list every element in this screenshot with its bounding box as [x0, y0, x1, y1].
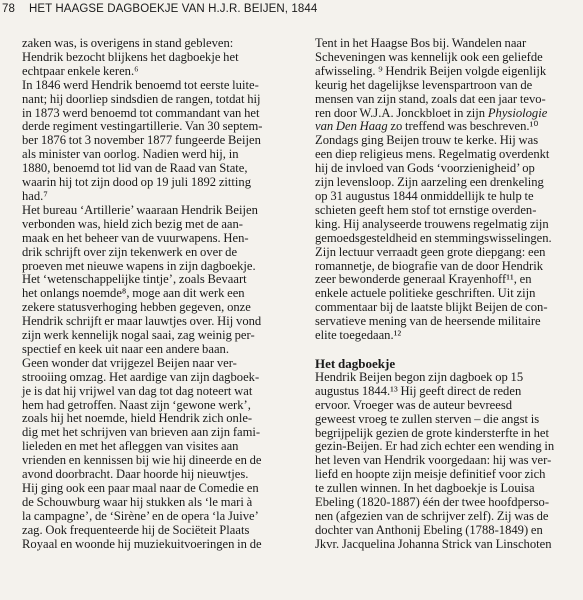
page-number: 78: [2, 3, 15, 15]
text-line: Het ‘wetenschappelijke tintje’, zoals Bevaart: [22, 272, 247, 287]
text-line: mensen van zijn stand, zoals dat een jaar tevo-: [315, 91, 546, 106]
text-line: Geen wonder dat vrijgezel Beijen naar ver-: [22, 355, 237, 370]
text-line: waarin hij tot zijn dood op 19 juli 1892 zitting: [22, 175, 252, 190]
text-line: ervoor. Vroeger was de auteur bevreesd: [315, 397, 513, 412]
left-column: [22, 37, 297, 552]
text-line: keurig het dagelijkse levenspartroon van de: [315, 77, 533, 92]
text-line: derde regiment vestingartillerie. Van 30 septem-: [22, 119, 263, 134]
text-line: [315, 107, 581, 121]
text-line: op 31 augustus 1844 onmiddellijk te hulp te: [315, 188, 534, 203]
text-segment: ren door W.J.A. Jonckbloet in zijn: [315, 105, 488, 120]
text-line: vrienden en kennissen bij wie hij dineerde en de: [22, 453, 262, 468]
text-line: hem had getroffen. Naast zijn ‘gewone werk’,: [22, 397, 251, 412]
text-line: als minister van oorlog. Nadien werd hij, in: [22, 147, 239, 162]
text-line: romannetje, de biografie van de door Hendrik: [315, 258, 544, 273]
text-line: In 1846 werd Hendrik benoemd tot eerste luite-: [22, 77, 259, 92]
text-line: ber 1876 tot 3 november 1877 fungeerde Beijen: [22, 133, 261, 148]
running-header: [2, 3, 577, 21]
text-line: zoals hij het noemde, hield Hendrik zich onle-: [22, 411, 253, 426]
text-line: augustus 1844.¹³ Hij geeft direct de reden: [315, 383, 522, 398]
text-line: [315, 120, 581, 134]
text-line: te zullen winnen. In het dagboekje is Louisa: [315, 481, 535, 496]
text-line: la campagne’, de ‘Sirène’ en de opera ‘la Juive’: [22, 508, 259, 523]
text-line: Zondags ging Beijen trouw te kerke. Hij was: [315, 133, 539, 148]
text-line: had.⁷: [22, 188, 48, 203]
text-line: in 1873 werd benoemd tot commandant van het: [22, 105, 260, 120]
text-line: gezin-Beijen. Er had zich echter een wending in: [315, 439, 555, 454]
text-line: een diep religieus mens. Regelmatig overdenkt: [315, 147, 550, 162]
text-line: dig met het schrijven van brieven aan zijn fami-: [22, 425, 261, 440]
text-line: nant; hij doorliep sindsdien de rangen, totdat hij: [22, 91, 261, 106]
text-line: Royaal en woonde hij muziekuitvoeringen in de: [22, 536, 262, 551]
text-line: geweest vroeg te zullen sterven – die angst is: [315, 411, 540, 426]
text-line: echtpaar enkele keren.⁶: [22, 63, 139, 78]
text-line: zeer bewonderde generaal Krayenhoff¹¹, en: [315, 272, 532, 287]
text-segment: zo treffend was beschreven.¹⁰: [387, 119, 539, 134]
text-line: avond doorbracht. Daar hoorde hij nieuwtjes.: [22, 467, 249, 482]
section-heading: Het dagboekje: [315, 355, 396, 371]
text-line: schieten geeft hem stof tot ernstige overden-: [315, 202, 537, 217]
text-line: Scheveningen was kennelijk ook een geliefde: [315, 49, 543, 64]
text-line: Tent in het Haagse Bos bij. Wandelen naar: [315, 36, 527, 50]
text-line: hij de invloed van Gods ‘voorzienigheid’ op: [315, 161, 535, 176]
running-title: HET HAAGSE DAGBOEKJE VAN H.J.R. BEIJEN, 1844: [29, 3, 318, 15]
text-line: zijn levensloop. Zijn aarzeling een drenkeling: [315, 175, 544, 190]
text-line: liefd en hoopte zijn meisje definitief voor zich: [315, 467, 546, 482]
text-line: begrijpelijk gezien de grote kindersterfte in het: [315, 425, 549, 440]
text-line: spectief en keek uit naar een andere baan.: [22, 341, 229, 356]
text-line: gemoedsgesteldheid en stemmingswisselingen.: [315, 230, 552, 245]
text-line: zijn werk kennelijk nogal saai, zag weinig per-: [22, 328, 255, 343]
text-line: zekere statusverhoging hebben gegeven, onze: [22, 300, 251, 315]
book-title-italic: van Den Haag: [315, 119, 388, 134]
text-line: maak en het beheer van de vuurwapens. Hen-: [22, 230, 249, 245]
text-line: Zijn lectuur verraadt geen grote diepgang: een: [315, 244, 546, 259]
text-line: het leven van Hendrik voorgedaan: hij was ver-: [315, 453, 552, 468]
text-line: Het bureau ‘Artillerie’ waaraan Hendrik Beijen: [22, 202, 258, 217]
text-line: zaken was, is overigens in stand gebleven:: [22, 36, 234, 50]
text-line: Hendrik Beijen begon zijn dagboek op 15: [315, 369, 524, 384]
text-line: je is dat hij vrijwel van dag tot dag noteert wat: [22, 383, 253, 398]
text-line: afwisseling. ⁹ Hendrik Beijen volgde eigenlijk: [315, 63, 547, 78]
text-line: commentaar bij de laatste blijkt Beijen de con-: [315, 300, 548, 315]
text-line: de Schouwburg waar hij stukken als ‘le mari à: [22, 494, 253, 509]
text-line: Hendrik schrijft er maar lauwtjes over. Hij vond: [22, 314, 262, 329]
text-line: enkele actuele politieke geschriften. Uit zijn: [315, 286, 536, 301]
text-line: zag. Ook frequenteerde hij de Sociëteit Plaats: [22, 522, 250, 537]
text-line: 1880, benoemd tot lid van de Raad van State,: [22, 161, 248, 176]
text-line: Hij ging ook een paar maal naar de Comedie en: [22, 481, 259, 495]
text-line: Ebeling (1820-1887) één der twee hoofdperso-: [315, 495, 550, 510]
text-line: dochter van Anthonij Ebeling (1788-1849) en: [315, 522, 543, 537]
text-line: lieleden en met het afleggen van visites aan: [22, 439, 239, 454]
text-line: verbonden was, hield zich bezig met de aan-: [22, 216, 243, 231]
text-line: proeven met nieuwe wapens in zijn dagboekje.: [22, 258, 256, 273]
text-line: Hendrik bezocht blijkens het dagboekje het: [22, 49, 239, 64]
text-line: king. Hij analyseerde trouwens regelmatig zijn: [315, 216, 549, 231]
book-title-italic: Physiologie: [487, 105, 548, 120]
text-line: strooiing omzag. Het aardige van zijn dagboek-: [22, 369, 260, 384]
text-line: servatieve mening van de heersende militaire: [315, 314, 541, 329]
right-column: [315, 37, 581, 552]
text-line: het onlangs noemde⁸, moge aan dit werk een: [22, 286, 245, 301]
text-line: drik schrijft over zijn tekenwerk en over de: [22, 244, 238, 259]
text-line: nen (afgezien van de schrijver zelf). Zij was de: [315, 509, 549, 523]
text-line: Jkvr. Jacquelina Johanna Strick van Linschoten: [315, 536, 552, 551]
text-line: elite toegedaan.¹²: [315, 328, 402, 343]
